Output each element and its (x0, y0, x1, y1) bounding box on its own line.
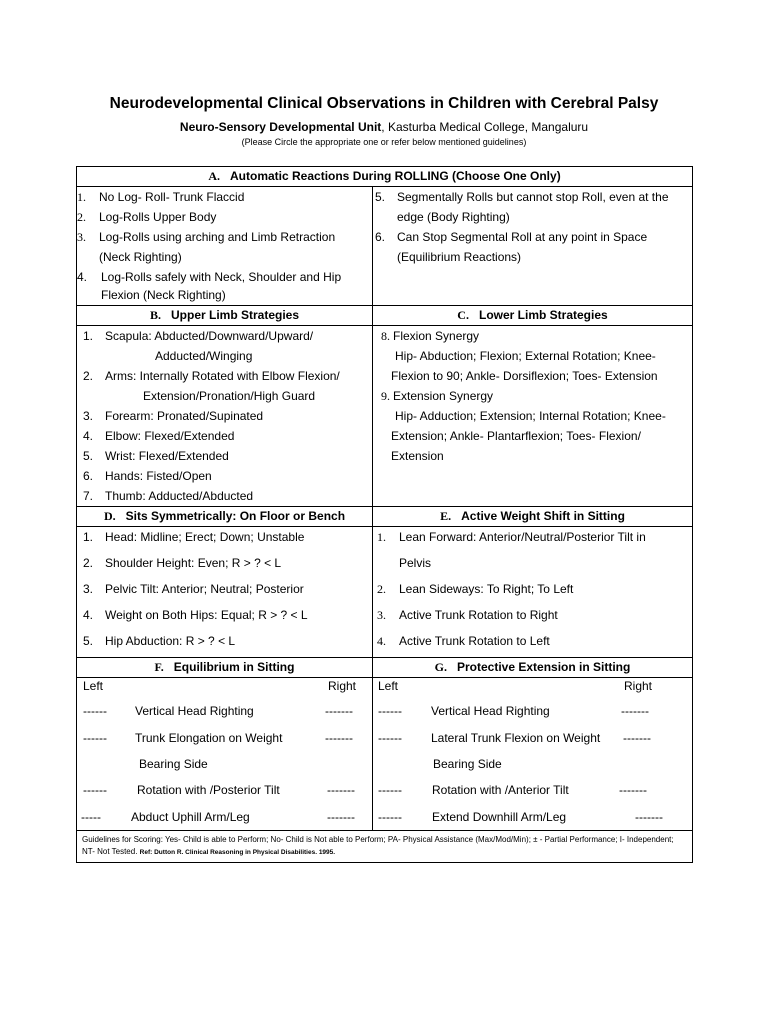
section-g-body (373, 678, 693, 831)
left-label: Left (378, 679, 399, 693)
upper-limb-scapula-cont: Adducted/Winging (155, 349, 253, 363)
equilibrium-trunk-elongation: Trunk Elongation on Weight (135, 731, 283, 745)
section-c-body (373, 326, 693, 507)
extension-synergy-detail: Extension (391, 449, 444, 463)
section-title: Automatic Reactions During ROLLING (Choose One Only) (230, 169, 561, 183)
section-letter: C. (457, 308, 469, 322)
section-title: Protective Extension in Sitting (456, 660, 631, 674)
right-score-blank[interactable]: ------- (327, 810, 355, 824)
scoring-guidelines (77, 831, 693, 863)
sitting-pelvic-tilt[interactable]: Pelvic Tilt: Anterior; Neutral; Posterior (105, 582, 304, 596)
item-number: 2. (377, 582, 386, 596)
left-score-blank[interactable]: ----- (81, 810, 101, 824)
protective-rotation-anterior-tilt: Rotation with /Anterior Tilt (432, 783, 569, 797)
rolling-option-5[interactable]: Segmentally Rolls but cannot stop Roll, even at the (397, 190, 669, 204)
upper-limb-forearm[interactable]: Forearm: Pronated/Supinated (105, 409, 264, 423)
upper-limb-hands[interactable]: Hands: Fisted/Open (105, 469, 212, 483)
item-number: 4. (77, 270, 88, 284)
rolling-option-4-cont: Flexion (Neck Righting) (101, 288, 226, 302)
right-score-blank[interactable]: ------- (325, 731, 353, 745)
left-score-blank[interactable]: ------ (83, 731, 107, 745)
item-number: 3. (77, 230, 86, 244)
weight-shift-rotation-right[interactable]: Active Trunk Rotation to Right (399, 608, 558, 622)
item-number: 2. (83, 369, 94, 383)
item-number: 5. (375, 190, 386, 204)
flexion-synergy-detail: Flexion to 90; Ankle- Dorsiflexion; Toes- Extension (391, 369, 658, 383)
item-number: 1. (77, 190, 86, 204)
right-score-blank[interactable]: ------- (635, 810, 663, 824)
equilibrium-rotation-posterior-tilt: Rotation with /Posterior Tilt (137, 783, 280, 797)
item-number: 5. (83, 449, 94, 463)
item-number: 2. (77, 210, 86, 224)
upper-limb-thumb[interactable]: Thumb: Adducted/Abducted (105, 489, 254, 503)
section-letter: E. (440, 509, 452, 523)
section-g-header (373, 658, 693, 678)
weight-shift-lean-forward[interactable]: Lean Forward: Anterior/Neutral/Posterior Tilt in (399, 530, 646, 544)
weight-shift-lean-forward-cont: Pelvis (399, 556, 432, 570)
rolling-option-5-cont: edge (Body Righting) (397, 210, 510, 224)
item-number: 1. (83, 530, 94, 544)
item-number: 1. (83, 329, 94, 343)
protective-lateral-trunk-flexion-cont: Bearing Side (433, 757, 502, 771)
section-title: Upper Limb Strategies (171, 308, 300, 322)
equilibrium-head-righting: Vertical Head Righting (135, 704, 254, 718)
instruction-note: (Please Circle the appropriate one or refer below mentioned guidelines) (241, 137, 527, 147)
flexion-synergy[interactable]: Flexion Synergy (393, 329, 480, 343)
right-score-blank[interactable]: ------- (327, 783, 355, 797)
rolling-option-3-cont: (Neck Righting) (99, 250, 182, 264)
rolling-option-3[interactable]: Log-Rolls using arching and Limb Retraction (99, 230, 336, 244)
item-number: 2. (83, 556, 94, 570)
section-letter: B. (149, 308, 161, 322)
equilibrium-trunk-elongation-cont: Bearing Side (139, 757, 208, 771)
flexion-synergy-detail: Hip- Abduction; Flexion; External Rotation; Knee- (395, 349, 656, 363)
reference-citation: Ref: Dutton R. Clinical Reasoning in Physical Disabilities. 1995. (139, 849, 336, 856)
rolling-option-1[interactable]: No Log- Roll- Trunk Flaccid (99, 190, 245, 204)
weight-shift-rotation-left[interactable]: Active Trunk Rotation to Left (399, 634, 550, 648)
section-e-header (373, 507, 693, 527)
rolling-option-6-cont: (Equilibrium Reactions) (397, 250, 522, 264)
section-d-body (77, 527, 373, 658)
item-number: 8. (381, 329, 390, 343)
left-score-blank[interactable]: ------ (378, 810, 402, 824)
observation-table (76, 166, 693, 863)
left-score-blank[interactable]: ------ (83, 704, 107, 718)
right-score-blank[interactable]: ------- (619, 783, 647, 797)
section-letter: G. (434, 660, 447, 674)
guidelines-text: Guidelines for Scoring: Yes- Child is able to Perform; No- Child is Not able to Perform; PA- Physical Assistance (Max/Mod/Min); ± - Partial Performance; I- Independent; NT- Not Tested. (82, 835, 674, 856)
section-f-header (77, 658, 373, 678)
upper-limb-elbow[interactable]: Elbow: Flexed/Extended (105, 429, 235, 443)
rolling-option-4[interactable]: Log-Rolls safely with Neck, Shoulder and Hip (101, 270, 342, 284)
section-b-body (77, 326, 373, 507)
left-score-blank[interactable]: ------ (378, 783, 402, 797)
protective-head-righting: Vertical Head Righting (431, 704, 550, 718)
upper-limb-scapula[interactable]: Scapula: Abducted/Downward/Upward/ (105, 329, 314, 343)
item-number: 3. (377, 608, 386, 622)
right-score-blank[interactable]: ------- (621, 704, 649, 718)
item-number: 5. (83, 634, 94, 648)
section-title: Sits Symmetrically: On Floor or Bench (125, 509, 346, 523)
sitting-head[interactable]: Head: Midline; Erect; Down; Unstable (105, 530, 305, 544)
unit-name: Neuro-Sensory Developmental Unit (179, 120, 382, 134)
item-number: 9. (381, 389, 390, 403)
section-d-header (77, 507, 373, 527)
item-number: 4. (83, 429, 94, 443)
sitting-shoulder-height[interactable]: Shoulder Height: Even; R > ? < L (105, 556, 282, 570)
extension-synergy[interactable]: Extension Synergy (393, 389, 494, 403)
section-e-body (373, 527, 693, 658)
item-number: 4. (377, 634, 386, 648)
left-label: Left (83, 679, 104, 693)
sitting-hip-abduction[interactable]: Hip Abduction: R > ? < L (105, 634, 236, 648)
section-f-body (77, 678, 373, 831)
section-letter: F. (154, 660, 164, 674)
right-label: Right (623, 679, 652, 693)
left-score-blank[interactable]: ------ (83, 783, 107, 797)
item-number: 6. (83, 469, 94, 483)
form-title: Neurodevelopmental Clinical Observations in Children with Cerebral Palsy (109, 95, 659, 112)
protective-lateral-trunk-flexion: Lateral Trunk Flexion on Weight (431, 731, 601, 745)
section-b-header (77, 306, 373, 326)
protective-extend-downhill: Extend Downhill Arm/Leg (432, 810, 567, 824)
equilibrium-abduct-uphill: Abduct Uphill Arm/Leg (131, 810, 250, 824)
rolling-option-6[interactable]: Can Stop Segmental Roll at any point in Space (397, 230, 648, 244)
rolling-option-2[interactable]: Log-Rolls Upper Body (99, 210, 217, 224)
item-number: 3. (83, 409, 94, 423)
upper-limb-arms[interactable]: Arms: Internally Rotated with Elbow Flexion/ (105, 369, 340, 383)
item-number: 1. (377, 530, 386, 544)
unit-line (0, 120, 768, 134)
college-name: , Kasturba Medical College, Mangaluru (381, 120, 589, 134)
upper-limb-arms-cont: Extension/Pronation/High Guard (143, 389, 316, 403)
section-title: Lower Limb Strategies (478, 308, 608, 322)
section-letter: A. (208, 169, 220, 183)
item-number: 4. (83, 608, 94, 622)
section-c-header (373, 306, 693, 326)
section-letter: D. (103, 509, 116, 523)
section-title: Active Weight Shift in Sitting (461, 509, 625, 523)
right-score-blank[interactable]: ------- (623, 731, 651, 745)
left-score-blank[interactable]: ------ (378, 731, 402, 745)
section-a-right (373, 187, 693, 306)
right-label: Right (327, 679, 356, 693)
section-title: Equilibrium in Sitting (173, 660, 295, 674)
weight-shift-lean-sideways[interactable]: Lean Sideways: To Right; To Left (399, 582, 574, 596)
extension-synergy-detail: Hip- Adduction; Extension; Internal Rotation; Knee- (395, 409, 666, 423)
item-number: 3. (83, 582, 94, 596)
sitting-weight-hips[interactable]: Weight on Both Hips: Equal; R > ? < L (105, 608, 308, 622)
left-score-blank[interactable]: ------ (378, 704, 402, 718)
right-score-blank[interactable]: ------- (325, 704, 353, 718)
item-number: 7. (83, 489, 94, 503)
item-number: 6. (375, 230, 386, 244)
section-a-left (77, 187, 373, 306)
section-a-header (77, 167, 693, 187)
extension-synergy-detail: Extension; Ankle- Plantarflexion; Toes- Flexion/ (391, 429, 641, 443)
upper-limb-wrist[interactable]: Wrist: Flexed/Extended (105, 449, 229, 463)
